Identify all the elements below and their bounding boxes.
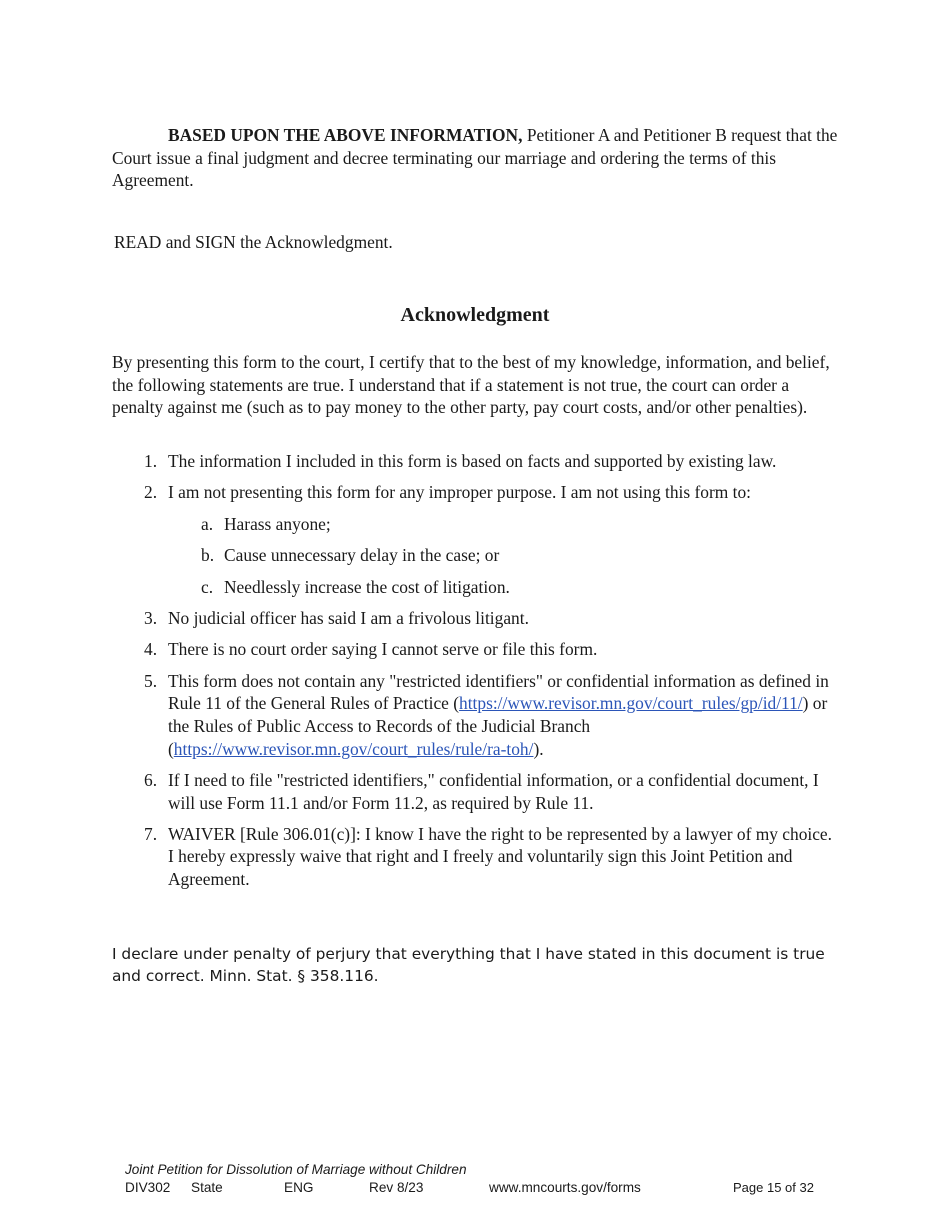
footer-page-number: Page 15 of 32	[733, 1180, 814, 1195]
footer-scope: State	[191, 1180, 223, 1195]
certification-paragraph: By presenting this form to the court, I certify that to the best of my knowledge, information, and belief, the following statements are true. I understand that if a statement is not true, the court can order a penalty against me (such as to pay money to the other party, pay court costs, and/or other penalties).	[112, 352, 830, 418]
intro-text: Petitioner A and Petitioner B request that the Court issue a final judgment and decree terminating our marriage and ordering the terms of this Agreement.	[112, 125, 838, 191]
list-item-text: I am not presenting this form for any improper purpose. I am not using this form to:	[168, 482, 751, 503]
sub-list-item	[112, 513, 840, 536]
list-item	[112, 823, 840, 891]
list-item-number: 7.	[144, 823, 158, 844]
intro-bold-lead: BASED UPON THE ABOVE INFORMATION,	[168, 125, 523, 145]
acknowledgment-list	[112, 450, 840, 899]
list-item-number: 2.	[144, 482, 158, 503]
sub-list-text: Needlessly increase the cost of litigation.	[224, 576, 510, 597]
list-item-text: No judicial officer has said I am a frivolous litigant.	[168, 607, 529, 628]
list-item	[112, 607, 840, 630]
list-item-number: 4.	[144, 639, 158, 660]
list-item	[112, 450, 840, 473]
sub-list-text: Cause unnecessary delay in the case; or	[224, 545, 500, 566]
public-access-rules-link[interactable]: https://www.revisor.mn.gov/court_rules/rule/ra-toh/	[173, 738, 534, 759]
footer-revision: Rev 8/23	[369, 1180, 424, 1195]
footer-form-title: Joint Petition for Dissolution of Marriage without Children	[125, 1162, 467, 1177]
list-item-text: WAIVER [Rule 306.01(c)]: I know I have the right to be represented by a lawyer of my choice. I hereby expressly waive that right and I freely and voluntarily sign this Joint Petition and Agreement.	[168, 823, 833, 890]
sub-list-item	[112, 576, 840, 599]
read-sign-instruction: READ and SIGN the Acknowledgment.	[114, 232, 393, 252]
list-item-text: There is no court order saying I cannot serve or file this form.	[168, 639, 598, 660]
list-item-text-a: This form does not contain any "restricted identifiers" or confidential information as defined in Rule 11 of the General Rules of Practice (	[168, 670, 829, 714]
sub-list-letter: c.	[201, 576, 214, 597]
perjury-declaration: I declare under penalty of perjury that everything that I have stated in this document is true and correct. Minn. Stat. § 358.116.	[112, 945, 825, 985]
list-item-text-b: ) or the Rules of Public Access to Records of the Judicial Branch (	[168, 693, 828, 759]
list-item	[112, 481, 840, 504]
footer-language: ENG	[284, 1180, 314, 1195]
sub-list-item	[112, 544, 840, 567]
list-item	[112, 670, 840, 760]
list-item-number: 6.	[144, 769, 158, 790]
sub-list-text: Harass anyone;	[224, 513, 331, 534]
list-item-text: The information I included in this form is based on facts and supported by existing law.	[168, 451, 777, 471]
sub-list-letter: b.	[201, 545, 215, 566]
footer-form-code: DIV302	[125, 1180, 171, 1195]
list-item	[112, 638, 840, 661]
intro-paragraph	[112, 124, 840, 192]
list-item-number: 1.	[144, 451, 158, 471]
list-item-text: If I need to file "restricted identifiers," confidential information, or a confidential document, I will use Form 11.1 and/or Form 11.2, as required by Rule 11.	[168, 769, 819, 813]
list-item-number: 3.	[144, 607, 158, 628]
list-item	[112, 769, 840, 814]
general-rules-link[interactable]: https://www.revisor.mn.gov/court_rules/gp/id/11/	[459, 693, 803, 714]
list-item-number: 5.	[144, 670, 158, 691]
list-item-text-c: ).	[533, 738, 544, 759]
footer-website: www.mncourts.gov/forms	[489, 1180, 641, 1195]
acknowledgment-heading: Acknowledgment	[400, 304, 550, 326]
sub-list-letter: a.	[201, 513, 214, 534]
